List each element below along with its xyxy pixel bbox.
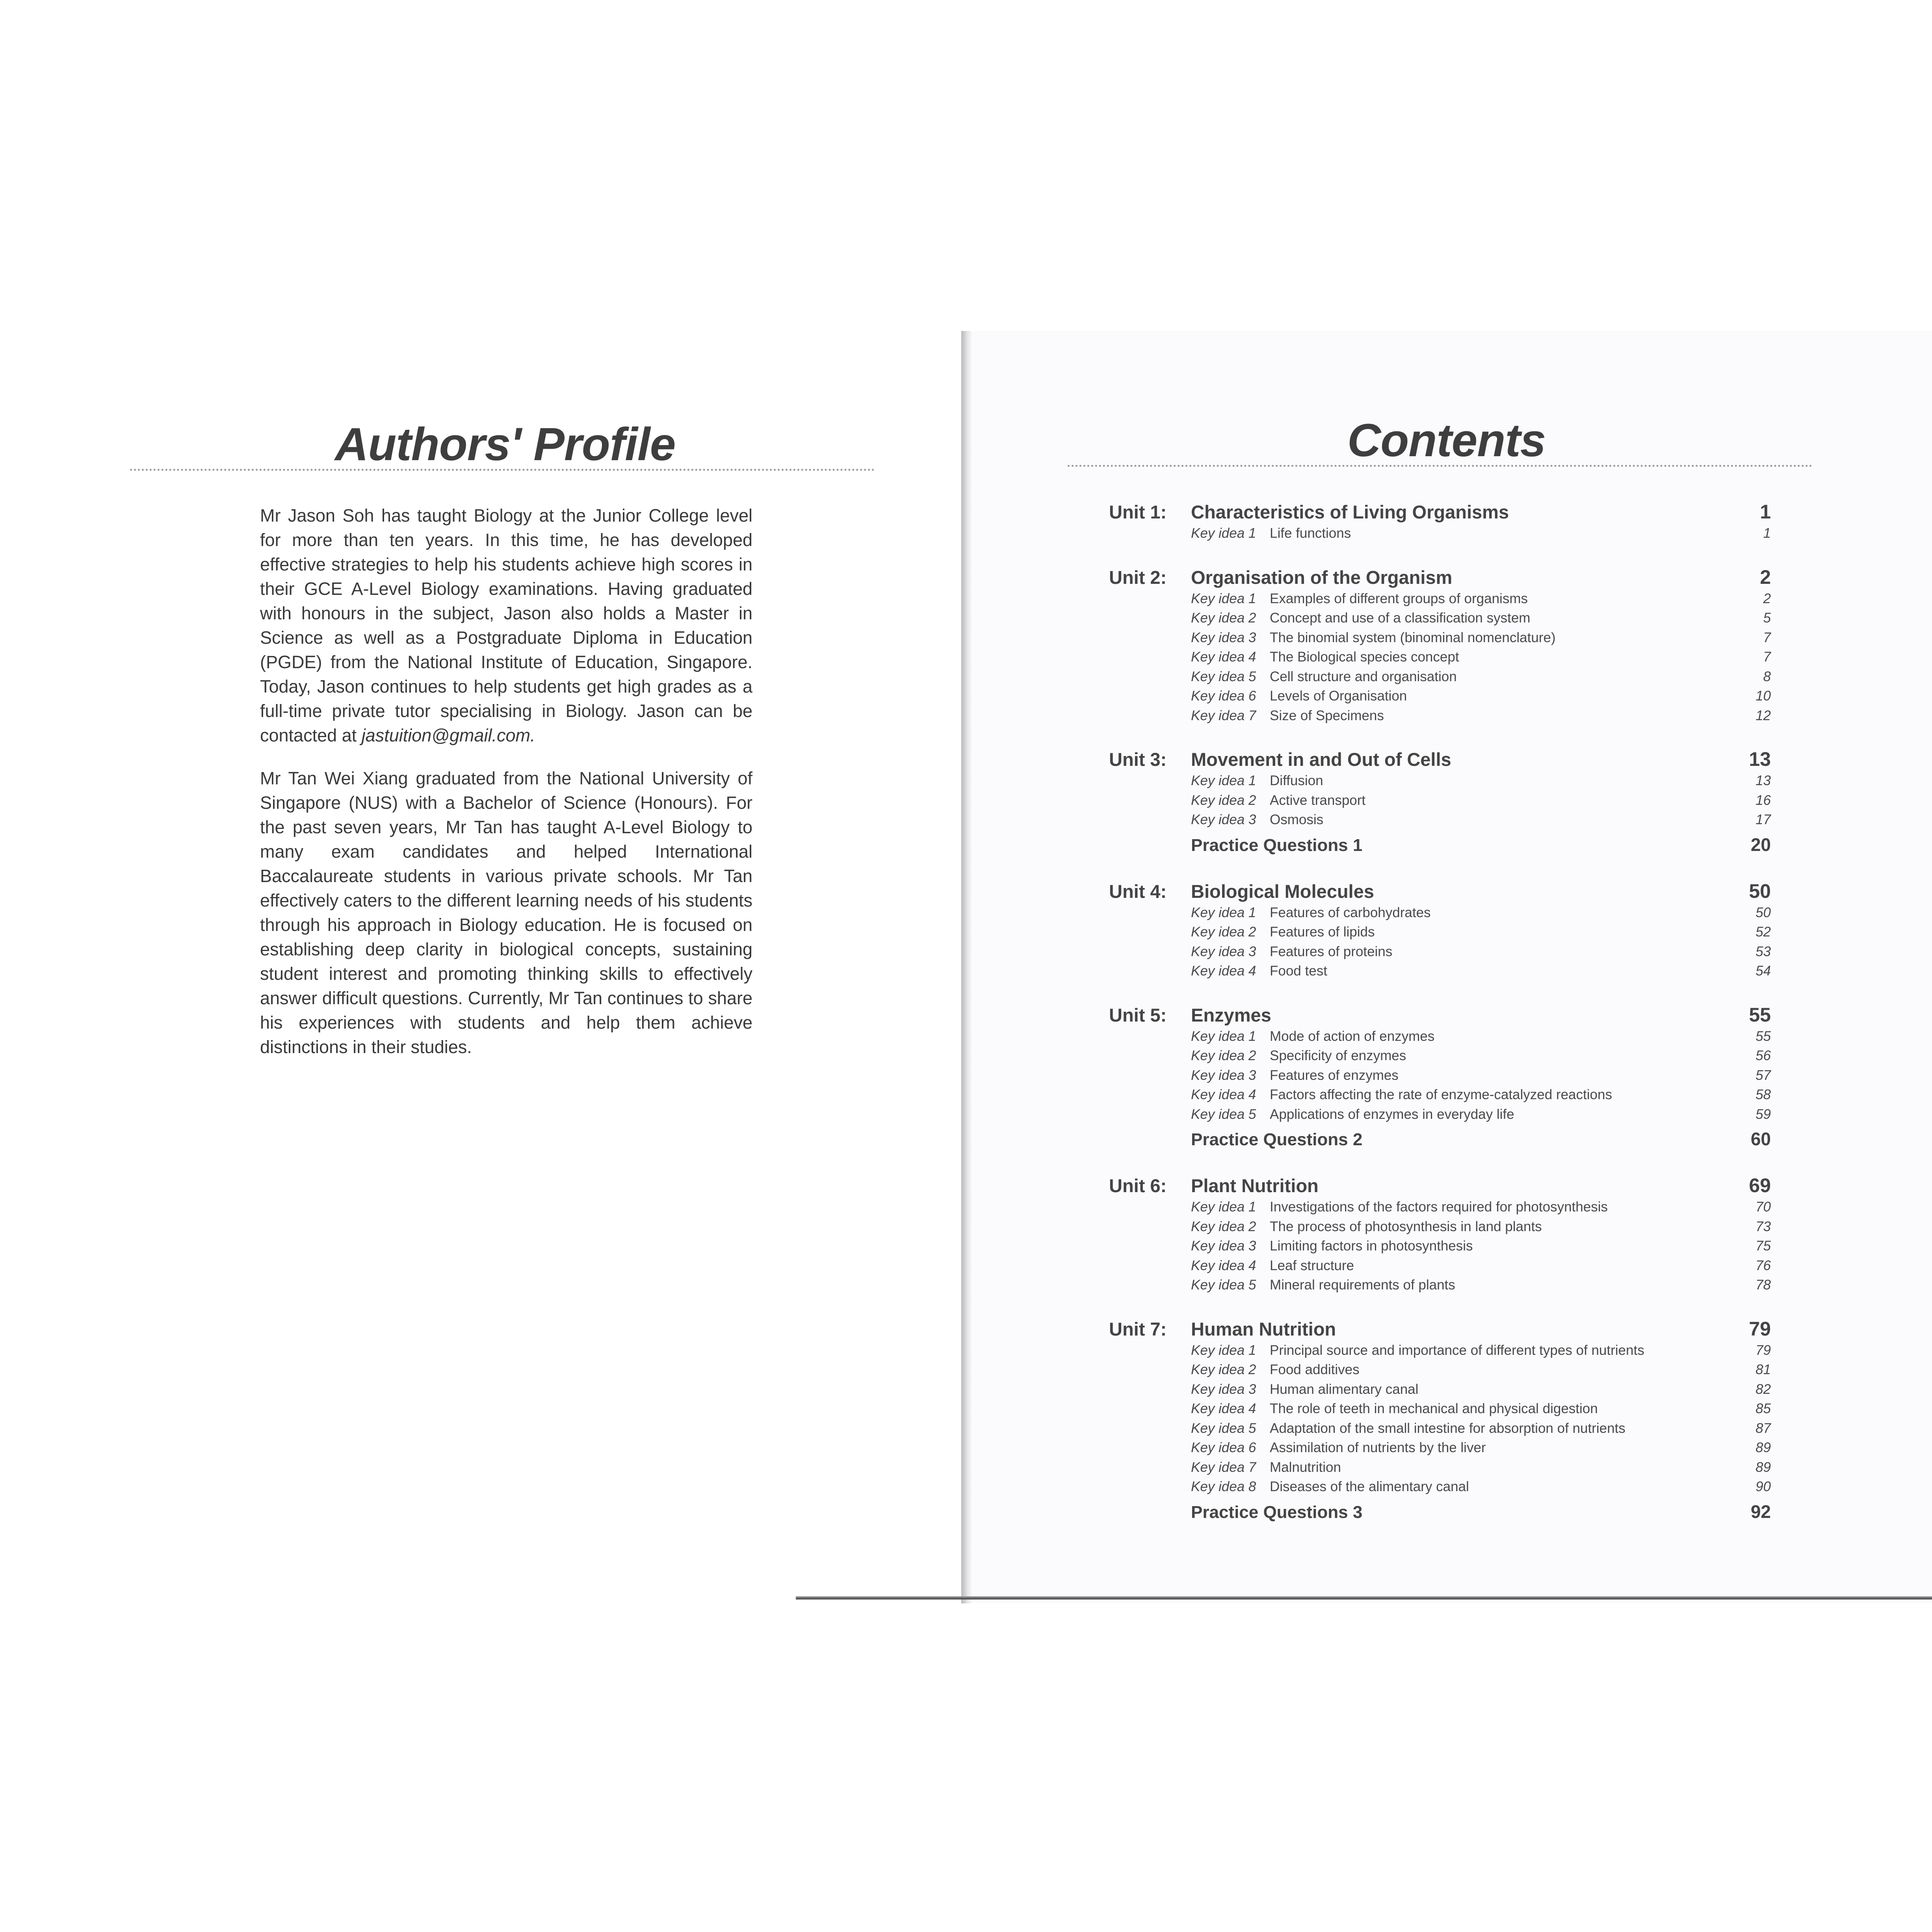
toc-key-idea-text: Mineral requirements of plants <box>1270 1277 1455 1293</box>
toc-key-idea-page: 70 <box>1756 1199 1771 1215</box>
toc-unit-page: 2 <box>1760 566 1771 588</box>
toc-key-idea-label: Key idea 5 <box>1191 1420 1256 1436</box>
toc-unit-row <box>1109 566 1771 591</box>
toc-key-idea <box>1109 1382 1771 1401</box>
toc-key-idea-text: Features of lipids <box>1270 924 1375 940</box>
toc-key-idea-page: 57 <box>1756 1067 1771 1083</box>
toc-key-idea-text: Cell structure and organisation <box>1270 669 1457 684</box>
toc-key-idea-label: Key idea 4 <box>1191 1258 1256 1273</box>
toc-unit-title: Biological Molecules <box>1191 881 1374 902</box>
toc-unit <box>1109 566 1771 728</box>
toc-key-idea <box>1109 793 1771 812</box>
toc-key-idea <box>1109 963 1771 983</box>
toc-key-idea-label: Key idea 2 <box>1191 1219 1256 1234</box>
toc-practice-label: Practice Questions 1 <box>1191 835 1363 855</box>
toc-key-idea-text: Food additives <box>1270 1362 1360 1377</box>
book-spine-shadow <box>961 331 972 1603</box>
toc-unit-number: Unit 7: <box>1109 1318 1167 1339</box>
toc-practice-questions <box>1109 834 1771 859</box>
toc-key-idea <box>1109 1238 1771 1258</box>
toc-key-idea-label: Key idea 1 <box>1191 773 1256 788</box>
toc-key-idea-label: Key idea 2 <box>1191 610 1256 626</box>
toc-key-idea-page: 56 <box>1756 1048 1771 1063</box>
toc-key-idea <box>1109 1087 1771 1107</box>
toc-key-idea <box>1109 591 1771 611</box>
toc-unit-number: Unit 2: <box>1109 567 1167 588</box>
toc-key-idea-text: Limiting factors in photosynthesis <box>1270 1238 1473 1254</box>
toc-key-idea <box>1109 649 1771 669</box>
toc-unit-number: Unit 1: <box>1109 502 1167 522</box>
toc-unit-number: Unit 6: <box>1109 1175 1167 1196</box>
toc-key-idea <box>1109 924 1771 944</box>
toc-key-idea-label: Key idea 1 <box>1191 526 1256 541</box>
contents-heading: Contents <box>1347 414 1546 466</box>
toc-key-idea-text: The process of photosynthesis in land plants <box>1270 1219 1542 1234</box>
toc-unit-title: Movement in and Out of Cells <box>1191 749 1451 770</box>
toc-unit-row <box>1109 880 1771 905</box>
toc-unit-title: Plant Nutrition <box>1191 1175 1319 1196</box>
toc-unit-title: Organisation of the Organism <box>1191 567 1453 588</box>
toc-key-idea-text: Features of proteins <box>1270 944 1393 959</box>
toc-unit-page: 50 <box>1749 880 1771 902</box>
toc-key-idea <box>1109 1343 1771 1362</box>
toc-practice-label: Practice Questions 3 <box>1191 1502 1363 1522</box>
toc-key-idea-label: Key idea 8 <box>1191 1479 1256 1494</box>
toc-key-idea <box>1109 669 1771 689</box>
toc-key-idea-page: 52 <box>1756 924 1771 940</box>
toc-key-idea-page: 7 <box>1763 649 1771 665</box>
toc-key-idea <box>1109 773 1771 793</box>
author-bio-tan-wei-xiang: Mr Tan Wei Xiang graduated from the National University of Singapore (NUS) with a Bachelor of Science (Honours). For the past seven years, Mr Tan has taught A-Level Biology to many exam candidates and helped International Baccalaureate students in various private schools. Mr Tan effectively caters to the different learning needs of his students through his approach in Biology education. He is focused on establishing deep clarity in biological concepts, sustaining student interest and promoting thinking skills to effectively answer difficult questions. Currently, Mr Tan continues to share his experiences with students and help them achieve distinctions in their studies. <box>260 768 752 1057</box>
toc-key-idea-label: Key idea 5 <box>1191 1106 1256 1122</box>
toc-key-idea-page: 12 <box>1756 708 1771 723</box>
toc-key-idea-label: Key idea 3 <box>1191 944 1256 959</box>
table-of-contents <box>1109 500 1771 1547</box>
toc-key-idea-page: 59 <box>1756 1106 1771 1122</box>
toc-unit-row <box>1109 1003 1771 1029</box>
toc-key-idea <box>1109 1440 1771 1460</box>
toc-key-idea <box>1109 1362 1771 1382</box>
toc-key-idea-label: Key idea 6 <box>1191 688 1256 704</box>
toc-unit <box>1109 1003 1771 1154</box>
toc-unit-number: Unit 3: <box>1109 749 1167 770</box>
toc-key-idea-page: 53 <box>1756 944 1771 959</box>
toc-key-idea-page: 78 <box>1756 1277 1771 1293</box>
toc-key-idea-page: 76 <box>1756 1258 1771 1273</box>
toc-unit-title: Characteristics of Living Organisms <box>1191 502 1509 522</box>
page-bottom-edge <box>796 1596 1932 1599</box>
toc-practice-questions <box>1109 1501 1771 1526</box>
toc-key-idea <box>1109 1199 1771 1219</box>
toc-practice-questions <box>1109 1128 1771 1154</box>
toc-unit-page: 79 <box>1749 1317 1771 1340</box>
toc-key-idea-label: Key idea 4 <box>1191 1401 1256 1416</box>
toc-key-idea-page: 54 <box>1756 963 1771 979</box>
toc-key-idea <box>1109 1048 1771 1068</box>
toc-key-idea-text: Specificity of enzymes <box>1270 1048 1406 1063</box>
toc-key-idea <box>1109 1277 1771 1297</box>
toc-key-idea-label: Key idea 6 <box>1191 1440 1256 1455</box>
toc-key-idea-label: Key idea 1 <box>1191 591 1256 606</box>
toc-key-idea-label: Key idea 3 <box>1191 1381 1256 1397</box>
author-bio-jason-soh <box>260 503 752 748</box>
toc-key-idea-label: Key idea 4 <box>1191 963 1256 979</box>
toc-key-idea-text: Malnutrition <box>1270 1459 1341 1475</box>
toc-key-idea-page: 87 <box>1756 1420 1771 1436</box>
toc-unit-row <box>1109 500 1771 526</box>
toc-key-idea-text: Factors affecting the rate of enzyme-catalyzed reactions <box>1270 1087 1612 1102</box>
toc-key-idea-text: Size of Specimens <box>1270 708 1384 723</box>
toc-key-idea-label: Key idea 3 <box>1191 1238 1256 1254</box>
toc-unit-page: 13 <box>1749 748 1771 770</box>
toc-key-idea-text: Adaptation of the small intestine for absorption of nutrients <box>1270 1420 1625 1436</box>
toc-practice-page: 60 <box>1750 1129 1771 1149</box>
toc-key-idea-label: Key idea 2 <box>1191 924 1256 940</box>
toc-key-idea-page: 7 <box>1763 630 1771 645</box>
toc-key-idea-label: Key idea 5 <box>1191 669 1256 684</box>
toc-unit-row <box>1109 748 1771 773</box>
contents-heading-rule <box>1068 465 1812 467</box>
toc-unit-page: 55 <box>1749 1003 1771 1026</box>
toc-key-idea-label: Key idea 3 <box>1191 630 1256 645</box>
toc-unit-row <box>1109 1174 1771 1199</box>
toc-key-idea-page: 13 <box>1756 773 1771 788</box>
toc-key-idea-text: Food test <box>1270 963 1327 979</box>
author-bio-jason-soh-text: Mr Jason Soh has taught Biology at the Junior College level for more than ten years. In this time, he has developed effective strategies to help his students achieve high scores in their GCE A-Level Biology examinations. Having graduated with honours in the subject, Jason also holds a Master in Science as well as a Postgraduate Diploma in Education (PGDE) from the National Institute of Education, Singapore. Today, Jason continues to help students get high grades as a full-time private tutor specialising in Biology. Jason can be contacted at <box>260 505 752 745</box>
toc-key-idea-text: Applications of enzymes in everyday life <box>1270 1106 1514 1122</box>
toc-key-idea-page: 2 <box>1763 591 1771 606</box>
toc-key-idea-page: 82 <box>1756 1381 1771 1397</box>
toc-key-idea-text: Examples of different groups of organisms <box>1270 591 1528 606</box>
toc-key-idea-page: 75 <box>1756 1238 1771 1254</box>
author-email: jastuition@gmail.com. <box>361 725 535 745</box>
toc-key-idea-page: 90 <box>1756 1479 1771 1494</box>
toc-key-idea-text: Levels of Organisation <box>1270 688 1407 704</box>
toc-key-idea-text: Assimilation of nutrients by the liver <box>1270 1440 1486 1455</box>
toc-key-idea <box>1109 1479 1771 1499</box>
toc-key-idea-text: Diffusion <box>1270 773 1323 788</box>
toc-key-idea <box>1109 708 1771 728</box>
toc-key-idea-page: 85 <box>1756 1401 1771 1416</box>
toc-key-idea-label: Key idea 2 <box>1191 1362 1256 1377</box>
toc-key-idea-page: 89 <box>1756 1459 1771 1475</box>
toc-key-idea <box>1109 1401 1771 1421</box>
toc-key-idea-page: 50 <box>1756 905 1771 920</box>
toc-key-idea-text: Diseases of the alimentary canal <box>1270 1479 1469 1494</box>
toc-key-idea-label: Key idea 3 <box>1191 1067 1256 1083</box>
toc-key-idea <box>1109 944 1771 964</box>
toc-key-idea <box>1109 1258 1771 1278</box>
toc-unit <box>1109 500 1771 545</box>
toc-key-idea-label: Key idea 5 <box>1191 1277 1256 1293</box>
toc-key-idea-text: The Biological species concept <box>1270 649 1459 665</box>
toc-unit-number: Unit 4: <box>1109 881 1167 902</box>
toc-key-idea-text: Investigations of the factors required for photosynthesis <box>1270 1199 1608 1215</box>
authors-heading-rule <box>130 469 875 471</box>
toc-key-idea-label: Key idea 1 <box>1191 1342 1256 1358</box>
toc-key-idea-text: Principal source and importance of different types of nutrients <box>1270 1342 1644 1358</box>
toc-key-idea-page: 73 <box>1756 1219 1771 1234</box>
toc-key-idea-page: 8 <box>1763 669 1771 684</box>
toc-key-idea-label: Key idea 2 <box>1191 792 1256 808</box>
toc-key-idea-page: 1 <box>1763 526 1771 541</box>
toc-key-idea-text: Human alimentary canal <box>1270 1381 1419 1397</box>
toc-key-idea-text: The binomial system (binominal nomenclature) <box>1270 630 1556 645</box>
toc-key-idea <box>1109 630 1771 650</box>
toc-key-idea <box>1109 905 1771 925</box>
toc-key-idea-page: 16 <box>1756 792 1771 808</box>
toc-unit-row <box>1109 1317 1771 1343</box>
toc-key-idea-page: 17 <box>1756 812 1771 827</box>
toc-key-idea <box>1109 610 1771 630</box>
toc-key-idea-text: Mode of action of enzymes <box>1270 1028 1435 1044</box>
toc-key-idea-text: Osmosis <box>1270 812 1324 827</box>
toc-key-idea-label: Key idea 2 <box>1191 1048 1256 1063</box>
toc-key-idea-page: 58 <box>1756 1087 1771 1102</box>
toc-key-idea-label: Key idea 4 <box>1191 1087 1256 1102</box>
toc-key-idea <box>1109 1421 1771 1440</box>
toc-key-idea <box>1109 1107 1771 1126</box>
toc-key-idea-text: Features of enzymes <box>1270 1067 1399 1083</box>
toc-key-idea-page: 89 <box>1756 1440 1771 1455</box>
toc-key-idea <box>1109 688 1771 708</box>
toc-key-idea <box>1109 1029 1771 1048</box>
toc-key-idea-label: Key idea 7 <box>1191 1459 1256 1475</box>
toc-unit-page: 69 <box>1749 1174 1771 1196</box>
toc-key-idea-label: Key idea 1 <box>1191 1028 1256 1044</box>
toc-key-idea-label: Key idea 1 <box>1191 1199 1256 1215</box>
toc-unit <box>1109 748 1771 859</box>
toc-key-idea-text: Life functions <box>1270 526 1351 541</box>
toc-key-idea-label: Key idea 3 <box>1191 812 1256 827</box>
toc-key-idea-text: Active transport <box>1270 792 1366 808</box>
toc-unit <box>1109 1174 1771 1297</box>
toc-unit-number: Unit 5: <box>1109 1004 1167 1025</box>
toc-key-idea <box>1109 526 1771 545</box>
toc-key-idea-page: 79 <box>1756 1342 1771 1358</box>
toc-key-idea-text: Features of carbohydrates <box>1270 905 1431 920</box>
toc-key-idea-page: 81 <box>1756 1362 1771 1377</box>
toc-unit-title: Human Nutrition <box>1191 1318 1336 1339</box>
toc-practice-page: 92 <box>1750 1501 1771 1522</box>
toc-practice-label: Practice Questions 2 <box>1191 1130 1363 1149</box>
toc-key-idea-page: 10 <box>1756 688 1771 704</box>
toc-key-idea-page: 5 <box>1763 610 1771 626</box>
toc-key-idea-label: Key idea 4 <box>1191 649 1256 665</box>
toc-unit-title: Enzymes <box>1191 1004 1271 1025</box>
toc-key-idea <box>1109 1460 1771 1479</box>
toc-key-idea <box>1109 812 1771 832</box>
toc-key-idea-text: Leaf structure <box>1270 1258 1354 1273</box>
toc-practice-page: 20 <box>1750 834 1771 855</box>
toc-unit <box>1109 880 1771 983</box>
toc-key-idea-label: Key idea 7 <box>1191 708 1256 723</box>
toc-key-idea <box>1109 1068 1771 1087</box>
toc-key-idea-label: Key idea 1 <box>1191 905 1256 920</box>
toc-unit-page: 1 <box>1760 501 1771 523</box>
authors-profile-heading: Authors' Profile <box>335 418 676 470</box>
toc-key-idea-text: Concept and use of a classification system <box>1270 610 1531 626</box>
toc-key-idea-text: The role of teeth in mechanical and physical digestion <box>1270 1401 1598 1416</box>
toc-key-idea <box>1109 1219 1771 1239</box>
toc-key-idea-page: 55 <box>1756 1028 1771 1044</box>
toc-unit <box>1109 1317 1771 1526</box>
